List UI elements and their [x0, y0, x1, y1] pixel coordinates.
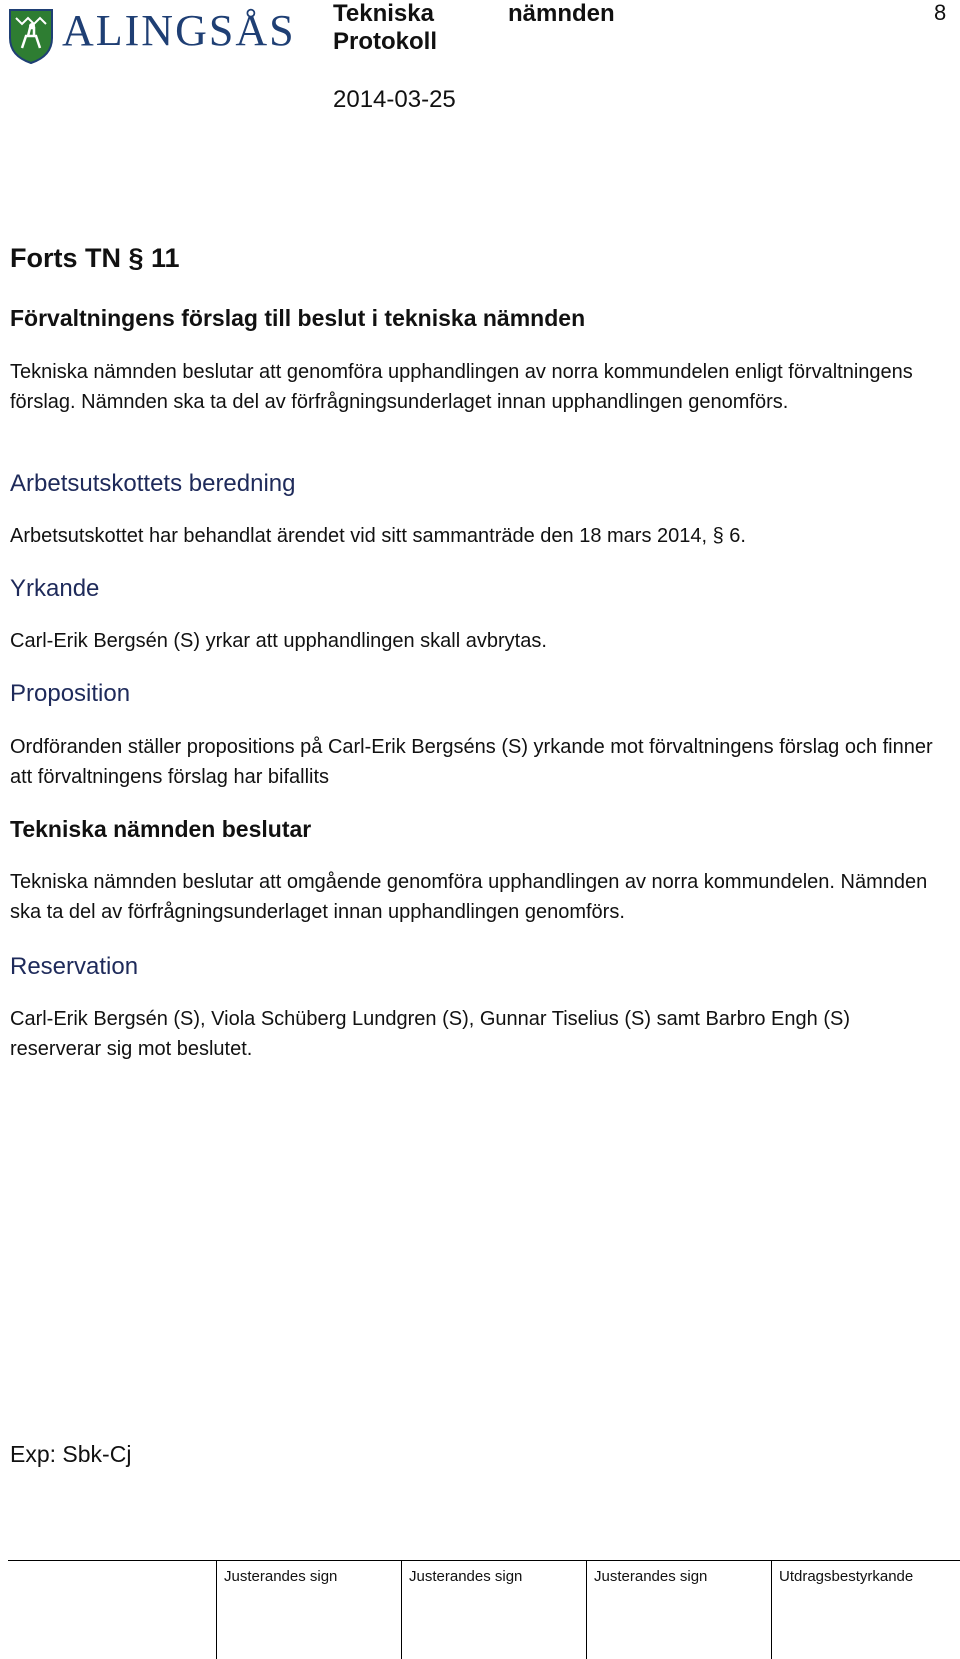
- footer-sign-label-3: Justerandes sign: [594, 1568, 708, 1585]
- section-title-decision: Tekniska nämnden beslutar: [10, 816, 312, 842]
- paragraph-reservation: Carl-Erik Bergsén (S), Viola Schüberg Lundgren (S), Gunnar Tiselius (S) samt Barbro Engh (S) reserverar sig mot beslutet.: [10, 1008, 850, 1060]
- section-title-motion: Yrkande: [10, 575, 100, 602]
- section-title-proposition: Proposition: [10, 680, 131, 707]
- paragraph-proposition: Ordföranden ställer propositions på Carl-Erik Bergséns (S) yrkande mot förvaltningens förslag och finner att förvaltningens förslag har bifallits: [10, 736, 933, 788]
- paragraph-proposal: Tekniska nämnden beslutar att genomföra upphandlingen av norra kommundelen enligt förvaltningens förslag. Nämnden ska ta del av förfrågningsunderlaget innan upphandlingen genomförs.: [10, 361, 913, 413]
- page-heading: Forts TN § 11: [10, 243, 180, 273]
- header-title-word-2: nämnden: [508, 0, 615, 27]
- footer-rule: [8, 1560, 960, 1561]
- footer-divider: [771, 1560, 772, 1659]
- footer-extract-label: Utdragsbestyrkande: [779, 1568, 914, 1585]
- coat-of-arms-icon: [8, 8, 54, 64]
- footer-sign-label-1: Justerandes sign: [224, 1568, 338, 1585]
- footer-divider: [586, 1560, 587, 1659]
- paragraph-motion: Carl-Erik Bergsén (S) yrkar att upphandlingen skall avbrytas.: [10, 630, 547, 652]
- paragraph-preparation: Arbetsutskottet har behandlat ärendet vid sitt sammanträde den 18 mars 2014, § 6.: [10, 525, 746, 547]
- page-number: 8: [934, 0, 947, 25]
- section-title-reservation: Reservation: [10, 953, 139, 980]
- header-protokoll: Protokoll: [333, 28, 438, 55]
- footer-divider: [401, 1560, 402, 1659]
- protocol-date: 2014-03-25: [333, 86, 456, 113]
- expedition-note: Exp: Sbk-Cj: [10, 1441, 132, 1467]
- header-title-word-1: Tekniska: [333, 0, 434, 27]
- footer-sign-label-2: Justerandes sign: [409, 1568, 523, 1585]
- logo-wordmark: ALINGSÅS: [62, 6, 296, 55]
- paragraph-decision: Tekniska nämnden beslutar att omgående genomföra upphandlingen av norra kommundelen. Nämnden ska ta del av förfrågningsunderlaget innan upphandlingen genomförs.: [10, 871, 928, 923]
- section-title-proposal: Förvaltningens förslag till beslut i tekniska nämnden: [10, 305, 586, 331]
- footer-divider: [216, 1560, 217, 1659]
- section-title-preparation: Arbetsutskottets beredning: [10, 470, 296, 497]
